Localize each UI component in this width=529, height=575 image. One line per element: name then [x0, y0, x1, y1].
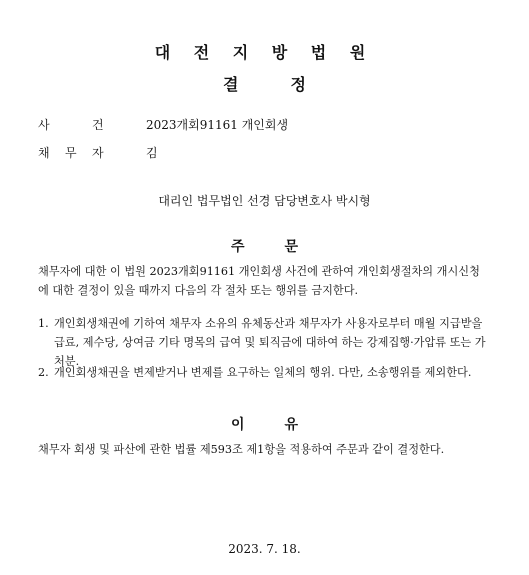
- debtor-row: [38, 144, 158, 161]
- order-item-number: 1.: [38, 317, 49, 330]
- debtor-label: 채 무 자: [38, 146, 104, 160]
- case-label: 사 건: [38, 118, 104, 132]
- order-item-number: 2.: [38, 366, 49, 379]
- court-name: 대 전 지 방 법 원: [154, 43, 375, 62]
- legal-representative: 대리인 법무법인 선경 담당변호사 박시형: [158, 194, 371, 208]
- order-item-text: 개인회생채권을 변제받거나 변제를 요구하는 일체의 행위. 다만, 소송행위를 제외한다.: [54, 366, 472, 379]
- case-row: [38, 116, 288, 133]
- reason-section-title: 이 유: [230, 417, 299, 433]
- case-number: 2023개회91161 개인회생: [146, 118, 289, 132]
- order-section-title: 주 문: [230, 239, 299, 255]
- document-type-char: 결: [223, 75, 239, 94]
- reason-paragraph: 채무자 회생 및 파산에 관한 법률 제593조 제1항을 적용하여 주문과 같이 결정한다.: [38, 443, 445, 456]
- order-item: [38, 363, 490, 382]
- decision-date: 2023. 7. 18.: [228, 542, 301, 556]
- document-type-title: [0, 72, 529, 95]
- debtor-name: 김: [146, 146, 158, 160]
- order-intro-paragraph: 채무자에 대한 이 법원 2023개회91161 개인회생 사건에 관하여 개인회생절차의 개시신청에 대한 결정이 있을 때까지 다음의 각 절차 또는 행위를 금지한다.: [38, 265, 480, 297]
- order-item-text: 개인회생채권에 기하여 채무자 소유의 유체동산과 채무자가 사용자로부터 매월 지급받을 급료, 제수당, 상여금 기타 명목의 급여 및 퇴직금에 대하여 하는 강제집행·가압류 또는 가처분.: [54, 317, 486, 368]
- document-type-char: 정: [290, 75, 306, 94]
